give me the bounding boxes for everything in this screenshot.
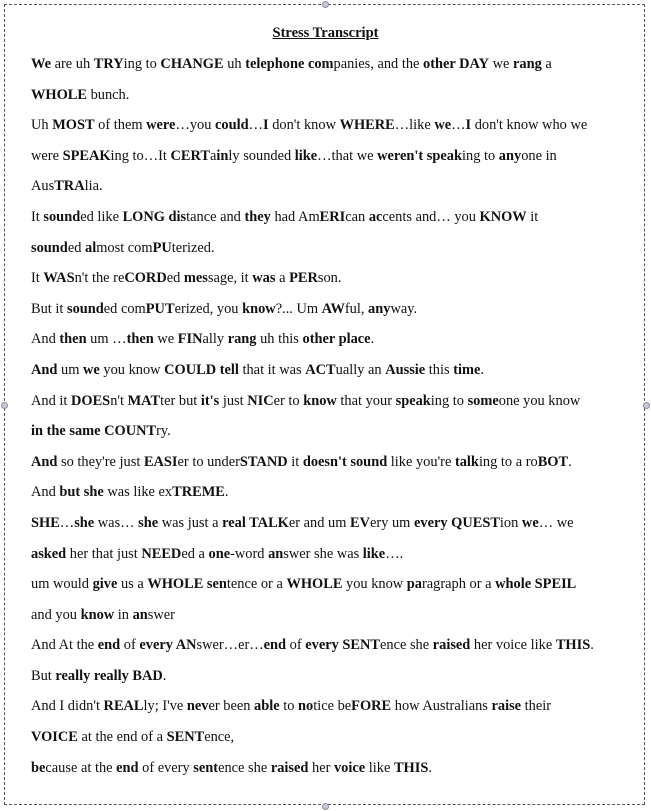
stressed-text: EASI (143, 453, 178, 470)
stressed-text: ERI (319, 208, 346, 225)
plain-text: … (451, 117, 466, 134)
plain-text: don't know who we (471, 117, 588, 134)
transcript-line (31, 722, 636, 753)
transcript-line (31, 233, 636, 264)
plain-text: ing to (123, 56, 161, 72)
stressed-text: mes (183, 270, 208, 287)
stressed-text: DOES (70, 392, 111, 409)
transcript-body[interactable] (31, 49, 636, 783)
transcript-line (31, 80, 636, 111)
stressed-text: TREME (172, 484, 225, 501)
stressed-text: PER (289, 270, 318, 287)
plain-text: we (153, 331, 178, 348)
stressed-text: TRY (93, 56, 124, 72)
transcript-line (31, 49, 636, 80)
plain-text: like (365, 759, 394, 776)
plain-text: one you know (498, 392, 581, 409)
plain-text: was like ex (103, 484, 173, 501)
stressed-text: were (146, 117, 176, 134)
plain-text: that it was (238, 361, 306, 378)
plain-text: like you're (387, 453, 455, 470)
plain-text: tice be (313, 698, 352, 715)
plain-text: ed com (103, 300, 146, 317)
plain-text: ly sounded (228, 147, 295, 164)
stressed-text: ACT (305, 361, 336, 378)
transcript-line (31, 753, 636, 784)
stressed-text: doesn't sound (302, 453, 388, 470)
plain-text: it (526, 208, 539, 225)
stressed-text: she (74, 514, 95, 531)
plain-text: ly; I've (143, 698, 187, 715)
transcript-line (31, 416, 636, 447)
plain-text: were (31, 147, 63, 164)
plain-text: ually an (335, 361, 386, 378)
plain-text: one in (521, 147, 557, 164)
plain-text: It (31, 208, 44, 225)
transcript-line (31, 630, 636, 661)
stressed-text: pa (406, 576, 422, 593)
plain-text: her voice like (470, 637, 556, 654)
stressed-text: WHOLE (286, 576, 343, 593)
plain-text: cause at the (45, 759, 117, 776)
transcript-line (31, 600, 636, 631)
plain-text: in (114, 606, 133, 623)
stressed-text: WHOLE (31, 86, 87, 103)
resize-handle-right[interactable] (643, 402, 650, 409)
stressed-text: one (208, 545, 231, 562)
document-title: Stress Transcript (272, 25, 379, 41)
stressed-text: then (59, 331, 87, 348)
transcript-line (31, 202, 636, 233)
transcript-line (31, 386, 636, 417)
plain-text: erized, you (174, 300, 243, 317)
plain-text: was just a (158, 514, 223, 531)
plain-text: at the end of a (77, 729, 167, 746)
plain-text: you know (342, 576, 407, 593)
plain-text: ed a (181, 545, 209, 562)
transcript-line (31, 141, 636, 172)
plain-text: But it (31, 300, 67, 317)
plain-text: um (57, 361, 83, 378)
stressed-text: SPEAK (62, 147, 111, 164)
plain-text: terized. (171, 239, 215, 256)
plain-text: her (308, 759, 334, 776)
plain-text: . (370, 331, 375, 348)
plain-text: son. (317, 270, 342, 287)
plain-text: And it (31, 392, 71, 409)
plain-text: ry. (156, 423, 171, 440)
stressed-text: be (31, 759, 46, 776)
plain-text: had Am (270, 208, 320, 225)
stressed-text: And (31, 361, 58, 378)
plain-text: . (590, 637, 594, 654)
plain-text: And I didn't (31, 698, 104, 715)
transcript-line (31, 477, 636, 508)
plain-text: It (31, 270, 44, 287)
transcript-line (31, 324, 636, 355)
transcript-line (31, 263, 636, 294)
stressed-text: ac (368, 208, 383, 225)
stressed-text: THIS (393, 759, 429, 776)
stressed-text: was (252, 270, 276, 287)
stressed-text: able (254, 698, 280, 715)
stressed-text: PUT (145, 300, 175, 317)
plain-text: of them (94, 117, 147, 134)
stressed-text: no (298, 698, 314, 715)
plain-text: . (568, 453, 572, 470)
stressed-text: we (434, 117, 452, 134)
stressed-text: voice (333, 759, 366, 776)
plain-text: n't (110, 392, 128, 409)
stressed-text: We (31, 56, 51, 72)
stressed-text: an (268, 545, 284, 562)
stressed-text: other DAY (423, 56, 489, 72)
plain-text: …that we (317, 147, 378, 164)
plain-text: And At the (31, 637, 98, 654)
plain-text: it (287, 453, 303, 470)
stressed-text: And (31, 453, 58, 470)
stressed-text: I (263, 117, 269, 134)
plain-text: um … (86, 331, 127, 348)
stressed-text: end (97, 637, 121, 654)
stressed-text: we (83, 361, 100, 378)
stressed-text: any (368, 300, 391, 317)
resize-handle-left[interactable] (1, 402, 8, 409)
plain-text: … (59, 514, 75, 531)
plain-text: swer she was (283, 545, 363, 562)
stressed-text: sent (193, 759, 219, 776)
plain-text: way. (390, 300, 418, 317)
plain-text: ence she (379, 637, 433, 654)
stressed-text: sound (31, 239, 68, 256)
stressed-text: I (465, 117, 472, 134)
plain-text: …. (385, 545, 404, 562)
stressed-text: MOST (52, 117, 95, 134)
plain-text: that your (336, 392, 396, 409)
resize-handle-top[interactable] (322, 1, 329, 8)
plain-text: ter but (160, 392, 201, 409)
plain-text: are uh (50, 56, 94, 72)
stressed-text: NEED (141, 545, 182, 562)
stressed-text: in (216, 147, 229, 164)
plain-text: lia. (84, 178, 103, 195)
stressed-text: KNOW (479, 208, 527, 225)
stressed-text: BOT (537, 453, 569, 470)
transcript-line (31, 691, 636, 722)
stressed-text: every AN (139, 637, 197, 654)
stressed-text: know (80, 606, 115, 623)
plain-text: a (541, 56, 552, 72)
stressed-text: THIS (555, 637, 591, 654)
stressed-text: asked (31, 545, 67, 562)
plain-text: … we (538, 514, 574, 531)
plain-text: a (210, 147, 217, 164)
plain-text: . (224, 484, 229, 501)
plain-text: us a (117, 576, 148, 593)
stressed-text: they (244, 208, 271, 225)
plain-text: of (286, 637, 306, 654)
stressed-text: but she (59, 484, 104, 501)
stressed-text: end (116, 759, 139, 776)
stressed-text: WAS (43, 270, 75, 287)
stressed-text: could (215, 117, 249, 134)
plain-text: ally (202, 331, 228, 348)
stressed-text: she (138, 514, 159, 531)
plain-text: can (345, 208, 369, 225)
plain-text: swer (147, 606, 175, 623)
plain-text: ed like (80, 208, 123, 225)
stressed-text: give (92, 576, 118, 593)
plain-text: panies, and the (333, 56, 424, 72)
plain-text: ence, (204, 729, 235, 746)
plain-text: Aus (31, 178, 55, 195)
stressed-text: SENT (166, 729, 205, 746)
plain-text: was… (94, 514, 139, 531)
plain-text: to (279, 698, 299, 715)
plain-text: just (219, 392, 248, 409)
stressed-text: NIC (247, 392, 274, 409)
plain-text: …you (175, 117, 216, 134)
resize-handle-bottom[interactable] (322, 803, 329, 810)
stressed-text: like (294, 147, 318, 164)
transcript-line (31, 171, 636, 202)
transcript-line (31, 355, 636, 386)
stressed-text: COULD tell (164, 361, 239, 378)
stressed-text: al (85, 239, 97, 256)
transcript-line (31, 661, 636, 692)
stressed-text: every QUEST (413, 514, 500, 531)
plain-text: . (428, 759, 432, 776)
stressed-text: VOICE (31, 729, 78, 746)
stressed-text: real TALK (222, 514, 289, 531)
stressed-text: raised (432, 637, 471, 654)
stressed-text: REAL (103, 698, 144, 715)
stressed-text: we (521, 514, 539, 531)
plain-text: ion (499, 514, 522, 531)
plain-text: But (31, 667, 56, 684)
stressed-text: MAT (127, 392, 161, 409)
stressed-text: SHE (31, 514, 60, 531)
plain-text: er been (208, 698, 255, 715)
stressed-text: FIN (177, 331, 203, 348)
stressed-text: raised (270, 759, 309, 776)
stressed-text: FORE (351, 698, 392, 715)
stressed-text: speak (395, 392, 431, 409)
stressed-text: CERT (170, 147, 210, 164)
plain-text: …like (394, 117, 435, 134)
transcript-line (31, 447, 636, 478)
plain-text: er and um (288, 514, 351, 531)
plain-text: you know (99, 361, 165, 378)
stressed-text: raise (491, 698, 522, 715)
stressed-text: know (242, 300, 276, 317)
plain-text: and you (31, 606, 81, 623)
transcript-line (31, 508, 636, 539)
plain-text: And (31, 331, 60, 348)
plain-text: ful, (344, 300, 369, 317)
stressed-text: rang (512, 56, 542, 72)
stressed-text: some (467, 392, 499, 409)
transcript-line (31, 294, 636, 325)
stressed-text: CHANGE (160, 56, 224, 72)
plain-text: ing to (430, 392, 468, 409)
stressed-text: sound (43, 208, 81, 225)
plain-text: ence she (218, 759, 271, 776)
plain-text: sage, it (207, 270, 253, 287)
stressed-text: telephone com (245, 56, 334, 72)
plain-text: er to (273, 392, 304, 409)
stressed-text: like (362, 545, 386, 562)
stressed-text: STAND (239, 453, 288, 470)
stressed-text: any (498, 147, 522, 164)
plain-text: uh (223, 56, 246, 72)
plain-text: ing to a ro (478, 453, 538, 470)
plain-text: of every (138, 759, 194, 776)
stressed-text: rang (227, 331, 257, 348)
plain-text: cents and… you (382, 208, 480, 225)
plain-text: tence or a (226, 576, 287, 593)
stressed-text: EV (350, 514, 371, 531)
plain-text: bunch. (86, 86, 130, 103)
transcript-line (31, 569, 636, 600)
plain-text: their (521, 698, 552, 715)
plain-text: her that just (66, 545, 142, 562)
plain-text: so they're just (57, 453, 144, 470)
plain-text: ragraph or a (421, 576, 496, 593)
plain-text: ing to (462, 147, 499, 164)
stressed-text: sound (66, 300, 104, 317)
transcript-line (31, 539, 636, 570)
plain-text: we (489, 56, 513, 72)
stressed-text: other place (302, 331, 371, 348)
stressed-text: PU (152, 239, 172, 256)
plain-text: tance and (186, 208, 245, 225)
stressed-text: really really BAD (55, 667, 163, 684)
plain-text: er to under (177, 453, 240, 470)
stressed-text: whole SPEIL (495, 576, 577, 593)
stressed-text: know (303, 392, 337, 409)
transcript-line (31, 110, 636, 141)
plain-text: um would (31, 576, 93, 593)
stressed-text: CORD (124, 270, 167, 287)
plain-text: n't the re (74, 270, 125, 287)
plain-text: a (275, 270, 290, 287)
stressed-text: time (453, 361, 481, 378)
stressed-text: end (263, 637, 287, 654)
stressed-text: it's (200, 392, 220, 409)
plain-text: … (248, 117, 263, 134)
stressed-text: in the same COUNT (31, 423, 157, 440)
plain-text: most com (96, 239, 153, 256)
plain-text: ed (67, 239, 85, 256)
plain-text: ?... Um (275, 300, 322, 317)
stressed-text: AW (321, 300, 345, 317)
plain-text: uh this (256, 331, 303, 348)
stressed-text: nev (186, 698, 209, 715)
stressed-text: talk (454, 453, 479, 470)
plain-text: how Australians (391, 698, 492, 715)
stressed-text: Aussie (385, 361, 426, 378)
plain-text: don't know (268, 117, 340, 134)
plain-text: this (425, 361, 454, 378)
stressed-text: then (126, 331, 154, 348)
stressed-text: weren't speak (377, 147, 462, 164)
stressed-text: TRA (54, 178, 85, 195)
plain-text: And (31, 484, 60, 501)
stressed-text: an (132, 606, 148, 623)
plain-text: -word (230, 545, 269, 562)
plain-text: of (120, 637, 140, 654)
plain-text: swer…er… (196, 637, 264, 654)
plain-text: ed (166, 270, 184, 287)
plain-text: . (480, 361, 484, 378)
stressed-text: WHERE (339, 117, 395, 134)
plain-text: . (162, 667, 167, 684)
stressed-text: WHOLE sen (147, 576, 227, 593)
stressed-text: LONG dis (122, 208, 187, 225)
stressed-text: every SENT (305, 637, 380, 654)
plain-text: Uh (31, 117, 53, 134)
plain-text: ery um (370, 514, 414, 531)
plain-text: ing to…It (110, 147, 171, 164)
